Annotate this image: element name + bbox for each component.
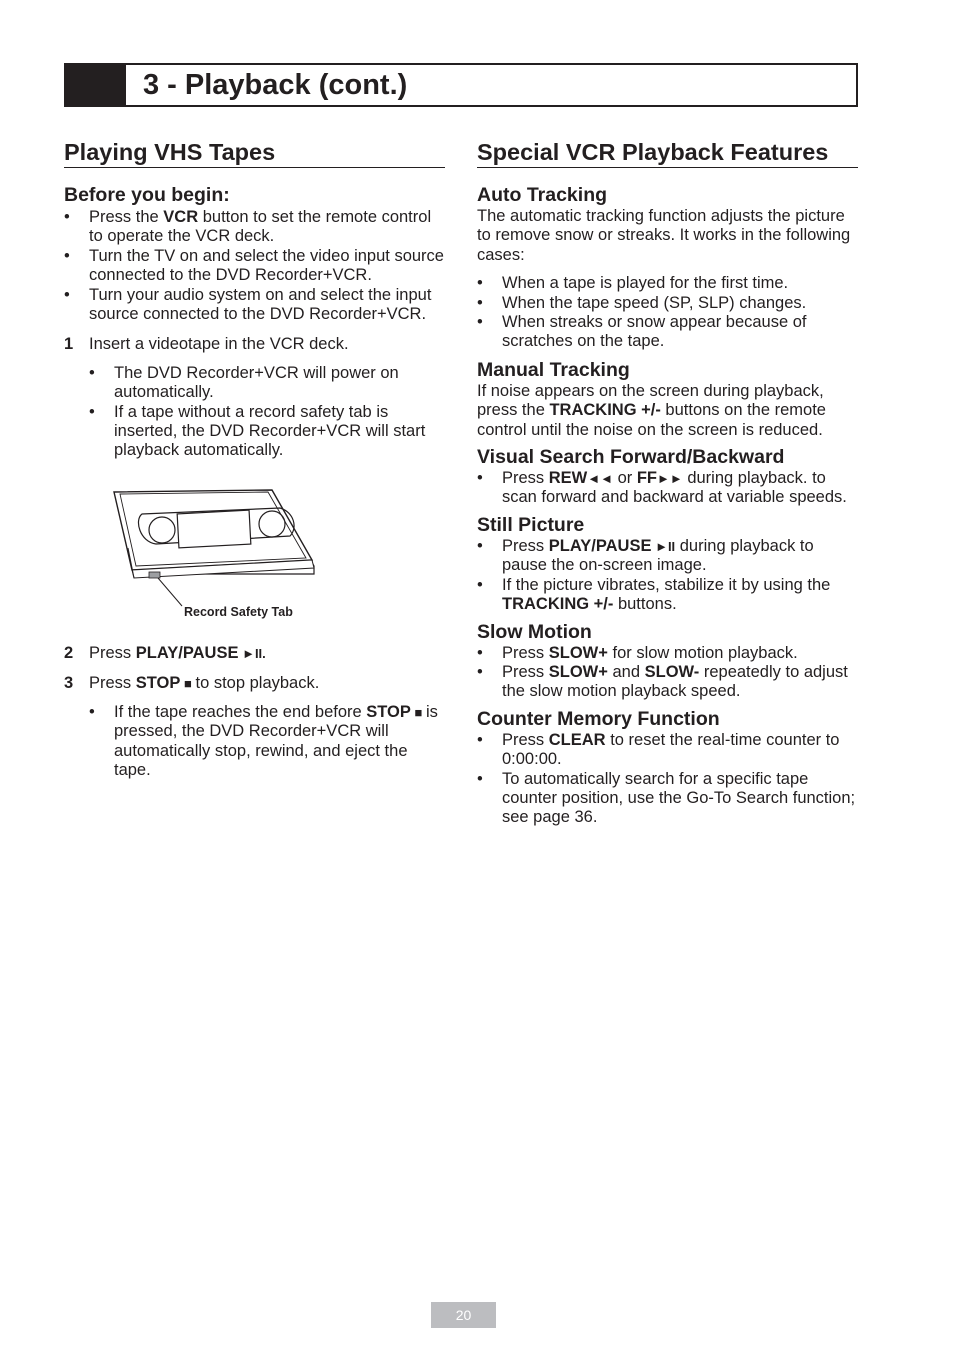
still-picture-list bbox=[477, 537, 858, 615]
play-pause-icon: ►II. bbox=[238, 645, 266, 661]
list-item: • If a tape without a record safety tab is inserted, the DVD Recorder+VCR will start playback automatically. bbox=[89, 403, 445, 461]
stop-icon: ■ bbox=[180, 676, 196, 692]
list-item: • Turn your audio system on and select the input source connected to the DVD Recorder+VCR. bbox=[64, 286, 445, 325]
auto-tracking-list bbox=[477, 274, 858, 352]
step-3-list bbox=[64, 703, 445, 781]
auto-tracking-heading: Auto Tracking bbox=[477, 184, 608, 206]
list-item: • Press SLOW+ for slow motion playback. bbox=[477, 644, 858, 663]
page-number: 20 bbox=[431, 1302, 496, 1328]
header-black-block bbox=[66, 65, 126, 105]
step-2: 2 Press PLAY/PAUSE ►II. bbox=[64, 643, 266, 662]
figure-caption: Record Safety Tab bbox=[184, 604, 293, 619]
list-item: • When a tape is played for the first time. bbox=[477, 274, 858, 293]
list-item: • When the tape speed (SP, SLP) changes. bbox=[477, 294, 858, 313]
page-header bbox=[64, 63, 858, 107]
step-1-list bbox=[64, 364, 445, 461]
counter-memory-heading: Counter Memory Function bbox=[477, 707, 720, 730]
auto-tracking-text: The automatic tracking function adjusts the picture to remove snow or streaks. It works in the following cases: bbox=[477, 207, 851, 264]
list-item: • Press PLAY/PAUSE ►II during playback to pause the on-screen image. bbox=[477, 537, 858, 576]
fast-forward-icon: ►► bbox=[657, 471, 683, 487]
visual-search-list bbox=[477, 469, 858, 508]
list-item: • If the picture vibrates, stabilize it by using the TRACKING +/- buttons. bbox=[477, 576, 858, 615]
slow-motion-list bbox=[477, 644, 858, 702]
visual-search-heading: Visual Search Forward/Backward bbox=[477, 446, 785, 469]
step-1: 1 Insert a videotape in the VCR deck. bbox=[64, 335, 349, 354]
vhs-tape-illustration bbox=[112, 488, 322, 623]
list-item: • Press the VCR button to set the remote control to operate the VCR deck. bbox=[64, 208, 445, 247]
play-pause-icon: ►II bbox=[651, 538, 676, 554]
rewind-icon: ◄◄ bbox=[587, 471, 613, 487]
before-you-begin-heading: Before you begin: bbox=[64, 184, 230, 206]
list-item: • If the tape reaches the end before STOP ■ is pressed, the DVD Recorder+VCR will automatically stop, rewind, and eject the tape. bbox=[89, 703, 445, 781]
step-3: 3 Press STOP ■ to stop playback. bbox=[64, 674, 320, 693]
vhs-tape-icon bbox=[112, 488, 322, 623]
slow-motion-heading: Slow Motion bbox=[477, 620, 592, 643]
list-item: • Press REW◄◄ or FF►► during playback. to scan forward and backward at variable speeds. bbox=[477, 469, 858, 508]
left-column bbox=[64, 138, 445, 780]
section-title-special-features: Special VCR Playback Features bbox=[477, 138, 858, 168]
manual-tracking-text: If noise appears on the screen during playback, press the TRACKING +/- buttons on the remote control until the noise on the screen is reduced. bbox=[477, 381, 826, 439]
list-item: • The DVD Recorder+VCR will power on automatically. bbox=[89, 364, 445, 403]
stop-icon: ■ bbox=[410, 704, 426, 720]
section-title-playing-vhs: Playing VHS Tapes bbox=[64, 138, 445, 168]
before-list bbox=[64, 208, 445, 324]
right-column bbox=[477, 138, 858, 828]
list-item: • Press SLOW+ and SLOW- repeatedly to adjust the slow motion playback speed. bbox=[477, 663, 858, 702]
list-item: • When streaks or snow appear because of scratches on the tape. bbox=[477, 313, 858, 352]
list-item: • To automatically search for a specific tape counter position, use the Go-To Search function; see page 36. bbox=[477, 770, 858, 828]
manual-tracking-heading: Manual Tracking bbox=[477, 358, 630, 381]
counter-memory-list bbox=[477, 731, 858, 828]
list-item: • Turn the TV on and select the video input source connected to the DVD Recorder+VCR. bbox=[64, 247, 445, 286]
list-item: • Press CLEAR to reset the real-time counter to 0:00:00. bbox=[477, 731, 858, 770]
still-picture-heading: Still Picture bbox=[477, 513, 585, 536]
page-title: 3 - Playback (cont.) bbox=[143, 69, 408, 101]
